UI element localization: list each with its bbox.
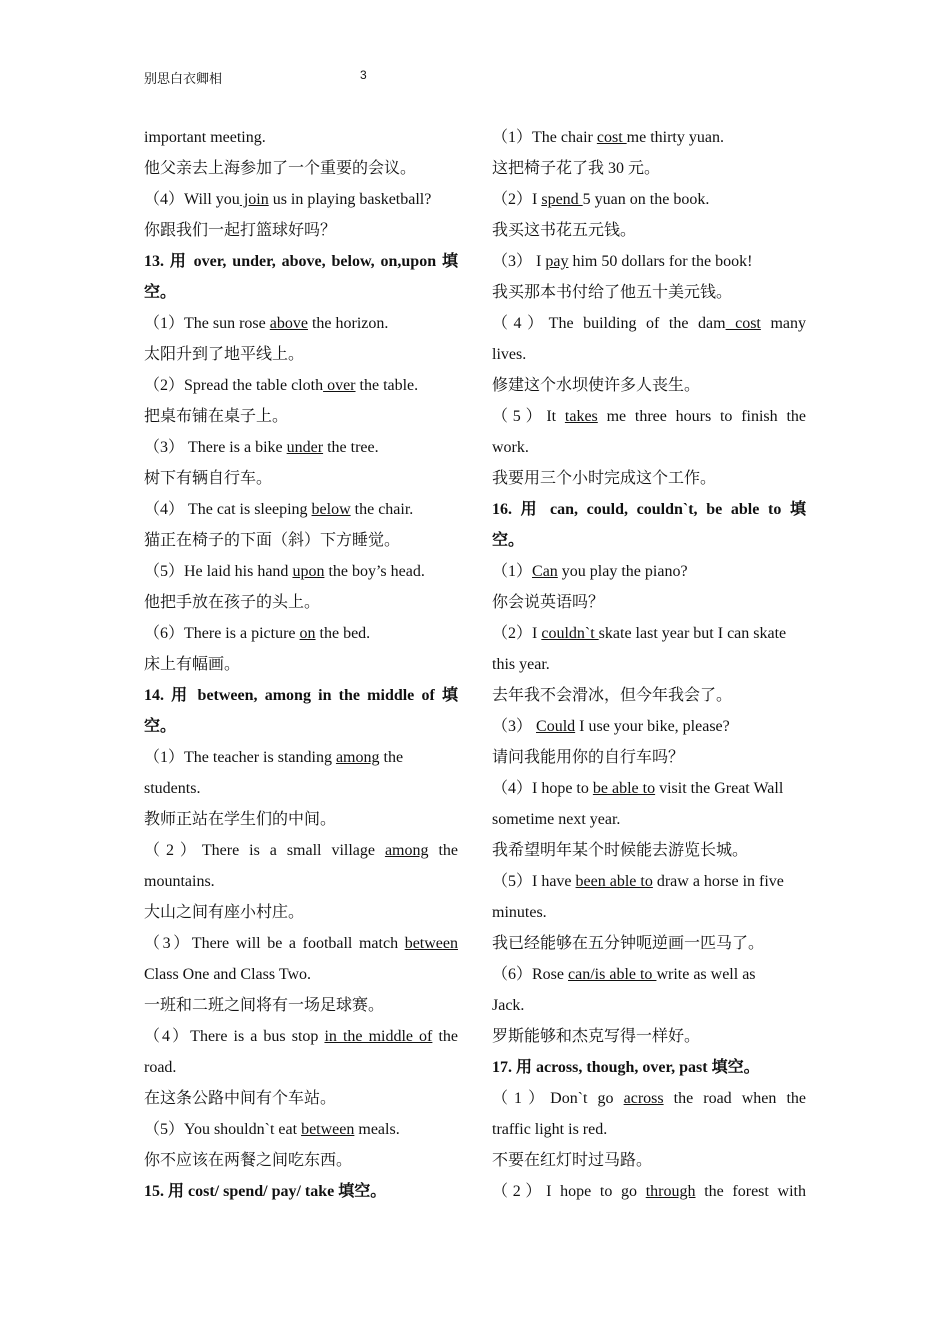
text-fragment: meals. bbox=[354, 1121, 400, 1138]
text-line: work. bbox=[492, 439, 529, 456]
text-line: 把桌布铺在桌子上。 bbox=[144, 408, 289, 425]
text-fragment: draw a horse in five bbox=[652, 873, 784, 890]
text-fragment: write as well as bbox=[656, 966, 756, 983]
text-line bbox=[492, 556, 806, 587]
text-fragment: the chair. bbox=[350, 501, 414, 518]
text-line: 我要用三个小时完成这个工作。 bbox=[492, 470, 717, 487]
text-fragment: （5）You shouldn`t eat bbox=[144, 1121, 302, 1138]
text-line: 请问我能用你的自行车吗？ bbox=[492, 749, 685, 766]
text-fragment: （3） bbox=[492, 718, 537, 735]
section-heading: 15. 用 cost/ spend/ pay/ take 填空。 bbox=[144, 1183, 387, 1200]
answer-blank: on bbox=[299, 625, 316, 642]
text-fragment: （2）I hope to go bbox=[492, 1183, 646, 1200]
text-fragment: many bbox=[760, 315, 806, 332]
text-fragment: （3）There will be a football match bbox=[144, 935, 405, 952]
text-line bbox=[492, 866, 806, 897]
text-line bbox=[492, 1083, 806, 1114]
text-line: 太阳升到了地平线上。 bbox=[144, 346, 305, 363]
text-line bbox=[144, 184, 458, 215]
text-line bbox=[144, 742, 458, 773]
text-fragment: （6）Rose bbox=[492, 966, 569, 983]
text-fragment: 5 yuan on the book. bbox=[582, 191, 710, 208]
text-fragment: him 50 dollars for the book! bbox=[568, 253, 753, 270]
text-line bbox=[492, 711, 806, 742]
text-line bbox=[492, 959, 806, 990]
answer-blank: among bbox=[384, 842, 429, 859]
text-fragment: （1）The teacher is standing bbox=[144, 749, 336, 766]
section-heading: 17. 用 across, though, over, past 填空。 bbox=[492, 1059, 760, 1076]
text-line bbox=[144, 1021, 458, 1052]
text-line bbox=[492, 308, 806, 339]
text-line: this year. bbox=[492, 656, 550, 673]
text-fragment: us in playing basketball? bbox=[268, 191, 432, 208]
text-fragment: （3） There is a bike bbox=[144, 439, 287, 456]
text-fragment: the table. bbox=[355, 377, 419, 394]
answer-blank: takes bbox=[564, 408, 598, 425]
text-fragment: me thirty yuan. bbox=[626, 129, 724, 146]
text-fragment: （1）The sun rose bbox=[144, 315, 270, 332]
text-fragment: （2）There is a small village bbox=[144, 842, 385, 859]
answer-blank: across bbox=[623, 1090, 664, 1107]
answer-blank: under bbox=[286, 439, 324, 456]
answer-blank: be able to bbox=[592, 780, 656, 797]
text-fragment: （5）I have bbox=[492, 873, 576, 890]
text-fragment: you play the piano? bbox=[557, 563, 688, 580]
text-line: students. bbox=[144, 780, 201, 797]
text-fragment: the boy’s head. bbox=[324, 563, 425, 580]
text-fragment: visit the Great Wall bbox=[655, 780, 784, 797]
text-line bbox=[144, 556, 458, 587]
answer-blank: upon bbox=[292, 563, 325, 580]
text-fragment: （1）The chair bbox=[492, 129, 597, 146]
text-line bbox=[492, 246, 806, 277]
page-header-title: 别思白衣卿相 bbox=[144, 71, 223, 86]
text-line bbox=[144, 370, 458, 401]
answer-blank: between bbox=[404, 935, 458, 952]
text-line bbox=[492, 122, 806, 153]
section-heading: 16. 用 can, could, couldn`t, be able to 填 bbox=[492, 501, 806, 518]
text-line: 一班和二班之间将有一场足球赛。 bbox=[144, 997, 385, 1014]
text-line bbox=[144, 1114, 458, 1145]
text-line: 我已经能够在五分钟呃逆画一匹马了。 bbox=[492, 935, 765, 952]
text-line: 床上有幅画。 bbox=[144, 656, 241, 673]
answer-blank: above bbox=[269, 315, 308, 332]
text-line: 我买那本书付给了他五十美元钱。 bbox=[492, 284, 733, 301]
text-line bbox=[144, 432, 458, 463]
answer-blank: Can bbox=[532, 563, 558, 580]
answer-blank: couldn`t bbox=[541, 625, 599, 642]
text-line: sometime next year. bbox=[492, 811, 621, 828]
answer-blank: spend bbox=[541, 191, 583, 208]
text-fragment: skate last year but I can skate bbox=[598, 625, 787, 642]
text-fragment: （4）The building of the dam bbox=[492, 315, 726, 332]
section-heading: 13. 用 over, under, above, below, on,upon 填 bbox=[144, 253, 458, 270]
text-fragment: （2）I bbox=[492, 191, 542, 208]
text-fragment: the bed. bbox=[315, 625, 371, 642]
text-line bbox=[492, 184, 806, 215]
text-fragment: the road when the bbox=[663, 1090, 806, 1107]
text-fragment: （6）There is a picture bbox=[144, 625, 300, 642]
text-fragment: the bbox=[379, 749, 404, 766]
text-line: 大山之间有座小村庄。 bbox=[144, 904, 305, 921]
section-heading: 空。 bbox=[492, 532, 525, 549]
text-line: traffic light is red. bbox=[492, 1121, 608, 1138]
answer-blank: Could bbox=[536, 718, 576, 735]
answer-blank: over bbox=[323, 377, 356, 394]
text-line: 我希望明年某个时候能去游览长城。 bbox=[492, 842, 749, 859]
text-fragment: the bbox=[428, 842, 458, 859]
text-fragment: the horizon. bbox=[307, 315, 389, 332]
text-line bbox=[144, 308, 458, 339]
text-line: 去年我不会滑冰，但今年我会了。 bbox=[492, 687, 733, 704]
page-number: 3 bbox=[360, 68, 367, 82]
text-line: 你跟我们一起打篮球好吗？ bbox=[144, 222, 337, 239]
text-line bbox=[144, 928, 458, 959]
text-line: mountains. bbox=[144, 873, 215, 890]
answer-blank: through bbox=[645, 1183, 696, 1200]
text-line: 他父亲去上海参加了一个重要的会议。 bbox=[144, 160, 417, 177]
text-line: road. bbox=[144, 1059, 177, 1076]
text-line bbox=[144, 618, 458, 649]
text-fragment: （5）He laid his hand bbox=[144, 563, 293, 580]
text-line: important meeting. bbox=[144, 129, 266, 146]
text-fragment: （2）I bbox=[492, 625, 542, 642]
text-fragment: （4）Will you bbox=[144, 191, 240, 208]
text-fragment: the tree. bbox=[323, 439, 379, 456]
answer-blank: cost bbox=[596, 129, 627, 146]
text-line: 修建这个水坝使许多人丧生。 bbox=[492, 377, 701, 394]
text-fragment: （4） The cat is sleeping bbox=[144, 501, 312, 518]
answer-blank: among bbox=[335, 749, 380, 766]
section-heading: 空。 bbox=[144, 284, 177, 301]
text-fragment: the bbox=[432, 1028, 458, 1045]
text-line: 猫正在椅子的下面（斜）下方睡觉。 bbox=[144, 532, 401, 549]
answer-blank: been able to bbox=[575, 873, 653, 890]
text-line bbox=[492, 618, 806, 649]
text-line: 这把椅子花了我 30 元。 bbox=[492, 160, 661, 177]
answer-blank: can/is able to bbox=[568, 966, 657, 983]
text-line: 我买这书花五元钱。 bbox=[492, 222, 637, 239]
answer-blank: in the middle of bbox=[324, 1028, 433, 1045]
text-line bbox=[492, 1176, 806, 1207]
text-line: 罗斯能够和杰克写得一样好。 bbox=[492, 1028, 701, 1045]
text-line: 在这条公路中间有个车站。 bbox=[144, 1090, 337, 1107]
text-line: 他把手放在孩子的头上。 bbox=[144, 594, 321, 611]
answer-blank: pay bbox=[545, 253, 569, 270]
text-line: lives. bbox=[492, 346, 527, 363]
answer-blank: below bbox=[311, 501, 351, 518]
text-fragment: （1） bbox=[492, 563, 533, 580]
text-fragment: （3） I bbox=[492, 253, 546, 270]
left-column bbox=[144, 122, 458, 1207]
text-fragment: （1）Don`t go bbox=[492, 1090, 624, 1107]
right-column bbox=[492, 122, 806, 1207]
text-line: Jack. bbox=[492, 997, 525, 1014]
text-fragment: the forest with bbox=[695, 1183, 806, 1200]
text-line: 教师正站在学生们的中间。 bbox=[144, 811, 337, 828]
text-fragment: （2）Spread the table cloth bbox=[144, 377, 324, 394]
text-line: 你不应该在两餐之间吃东西。 bbox=[144, 1152, 353, 1169]
answer-blank: cost bbox=[725, 315, 761, 332]
text-line: minutes. bbox=[492, 904, 547, 921]
text-line bbox=[144, 835, 458, 866]
text-line: 不要在红灯时过马路。 bbox=[492, 1152, 653, 1169]
text-line: 你会说英语吗？ bbox=[492, 594, 605, 611]
text-fragment: （4）There is a bus stop bbox=[144, 1028, 325, 1045]
text-line bbox=[492, 773, 806, 804]
answer-blank: between bbox=[301, 1121, 355, 1138]
text-line: 树下有辆自行车。 bbox=[144, 470, 273, 487]
text-line: Class One and Class Two. bbox=[144, 966, 312, 983]
text-line bbox=[144, 494, 458, 525]
section-heading: 14. 用 between, among in the middle of 填 bbox=[144, 687, 458, 704]
text-line bbox=[492, 401, 806, 432]
section-heading: 空。 bbox=[144, 718, 177, 735]
text-fragment: me three hours to finish the bbox=[597, 408, 806, 425]
answer-blank: join bbox=[239, 191, 269, 208]
text-fragment: （5）It bbox=[492, 408, 565, 425]
text-fragment: I use your bike, please? bbox=[575, 718, 730, 735]
text-fragment: （4）I hope to bbox=[492, 780, 593, 797]
